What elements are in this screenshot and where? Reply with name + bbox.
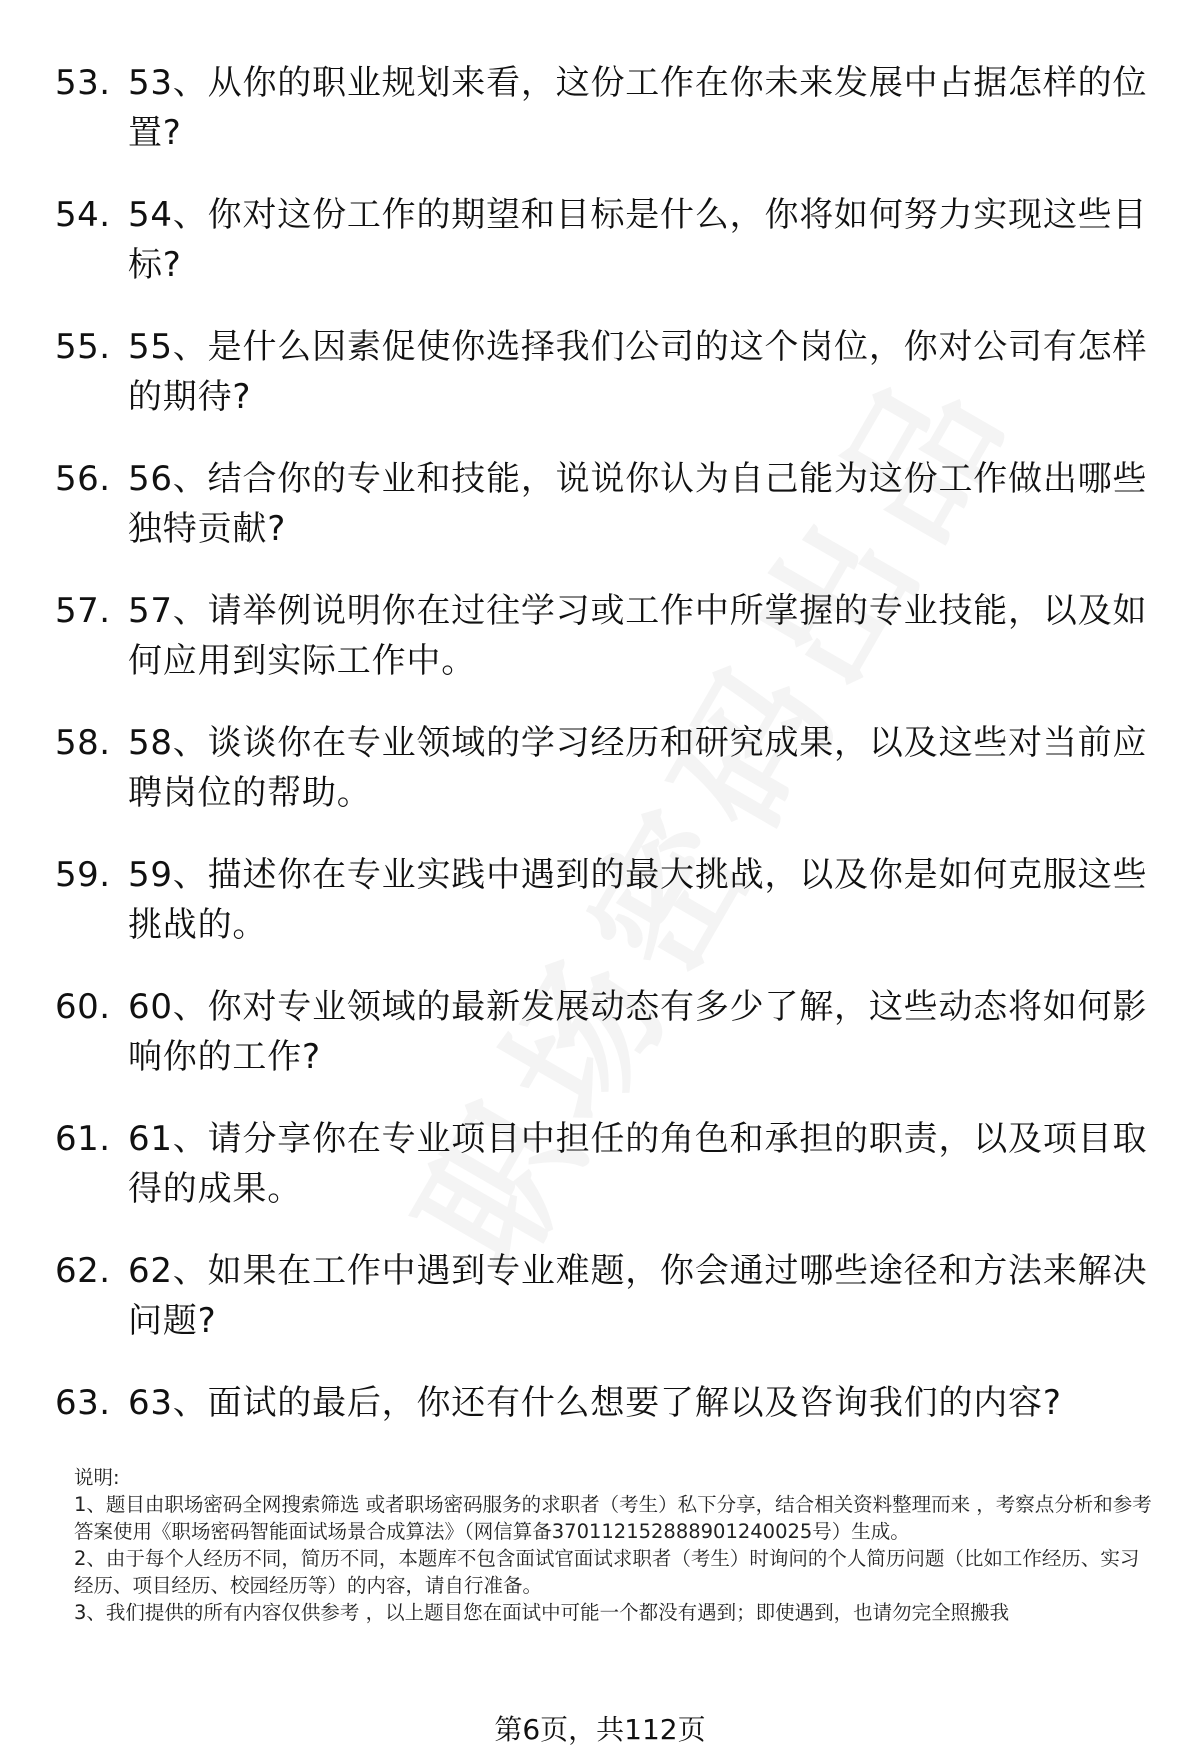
question-text: 53、从你的职业规划来看，这份工作在你未来发展中占据怎样的位置? <box>128 63 1148 153</box>
question-item <box>0 316 1200 448</box>
question-item <box>0 1108 1200 1240</box>
question-number: 58. <box>55 723 111 763</box>
question-item <box>0 712 1200 844</box>
note-item: 1、题目由职场密码全网搜索筛选 或者职场密码服务的求职者（考生）私下分享，结合相关资料整理而来 ，考察点分析和参考答案使用《职场密码智能面试场景合成算法》（网信算备370112152888901240025号）生成。 <box>74 1493 1152 1543</box>
question-text: 60、你对专业领域的最新发展动态有多少了解，这些动态将如何影响你的工作? <box>128 987 1148 1077</box>
question-text: 63、面试的最后，你还有什么想要了解以及咨询我们的内容? <box>128 1383 1062 1423</box>
question-number: 61. <box>55 1119 111 1159</box>
question-text: 58、谈谈你在专业领域的学习经历和研究成果，以及这些对当前应聘岗位的帮助。 <box>128 723 1148 813</box>
question-item <box>0 976 1200 1108</box>
question-text: 61、请分享你在专业项目中担任的角色和承担的职责，以及项目取得的成果。 <box>128 1119 1148 1209</box>
question-text: 54、你对这份工作的期望和目标是什么，你将如何努力实现这些目标? <box>128 195 1148 285</box>
question-item <box>0 184 1200 316</box>
notes-heading: 说明: <box>74 1466 120 1489</box>
question-number: 55. <box>55 327 111 367</box>
question-number: 63. <box>55 1383 111 1423</box>
question-number: 60. <box>55 987 111 1027</box>
question-item <box>0 580 1200 712</box>
question-number: 53. <box>55 63 111 103</box>
question-item <box>0 52 1200 184</box>
notes-section <box>74 1464 1154 1626</box>
question-text: 56、结合你的专业和技能，说说你认为自己能为这份工作做出哪些独特贡献? <box>128 459 1148 549</box>
question-text: 59、描述你在专业实践中遇到的最大挑战，以及你是如何克服这些挑战的。 <box>128 855 1148 945</box>
note-item: 2、由于每个人经历不同，简历不同，本题库不包含面试官面试求职者（考生）时询问的个人简历问题（比如工作经历、实习经历、项目经历、校园经历等）的内容，请自行准备。 <box>74 1547 1140 1597</box>
question-text: 55、是什么因素促使你选择我们公司的这个岗位，你对公司有怎样的期待? <box>128 327 1148 417</box>
question-number: 56. <box>55 459 111 499</box>
question-item <box>0 448 1200 580</box>
page-number: 第6页，共112页 <box>494 1713 706 1746</box>
question-number: 57. <box>55 591 111 631</box>
question-number: 54. <box>55 195 111 235</box>
question-text: 62、如果在工作中遇到专业难题，你会通过哪些途径和方法来解决问题? <box>128 1251 1148 1341</box>
question-item <box>0 844 1200 976</box>
note-item: 3、我们提供的所有内容仅供参考 ，以上题目您在面试中可能一个都没有遇到；即使遇到，也请勿完全照搬我 <box>74 1601 1010 1624</box>
question-item <box>0 1240 1200 1372</box>
question-number: 59. <box>55 855 111 895</box>
question-text: 57、请举例说明你在过往学习或工作中所掌握的专业技能，以及如何应用到实际工作中。 <box>128 591 1148 681</box>
question-number: 62. <box>55 1251 111 1291</box>
question-list <box>0 52 1200 1504</box>
